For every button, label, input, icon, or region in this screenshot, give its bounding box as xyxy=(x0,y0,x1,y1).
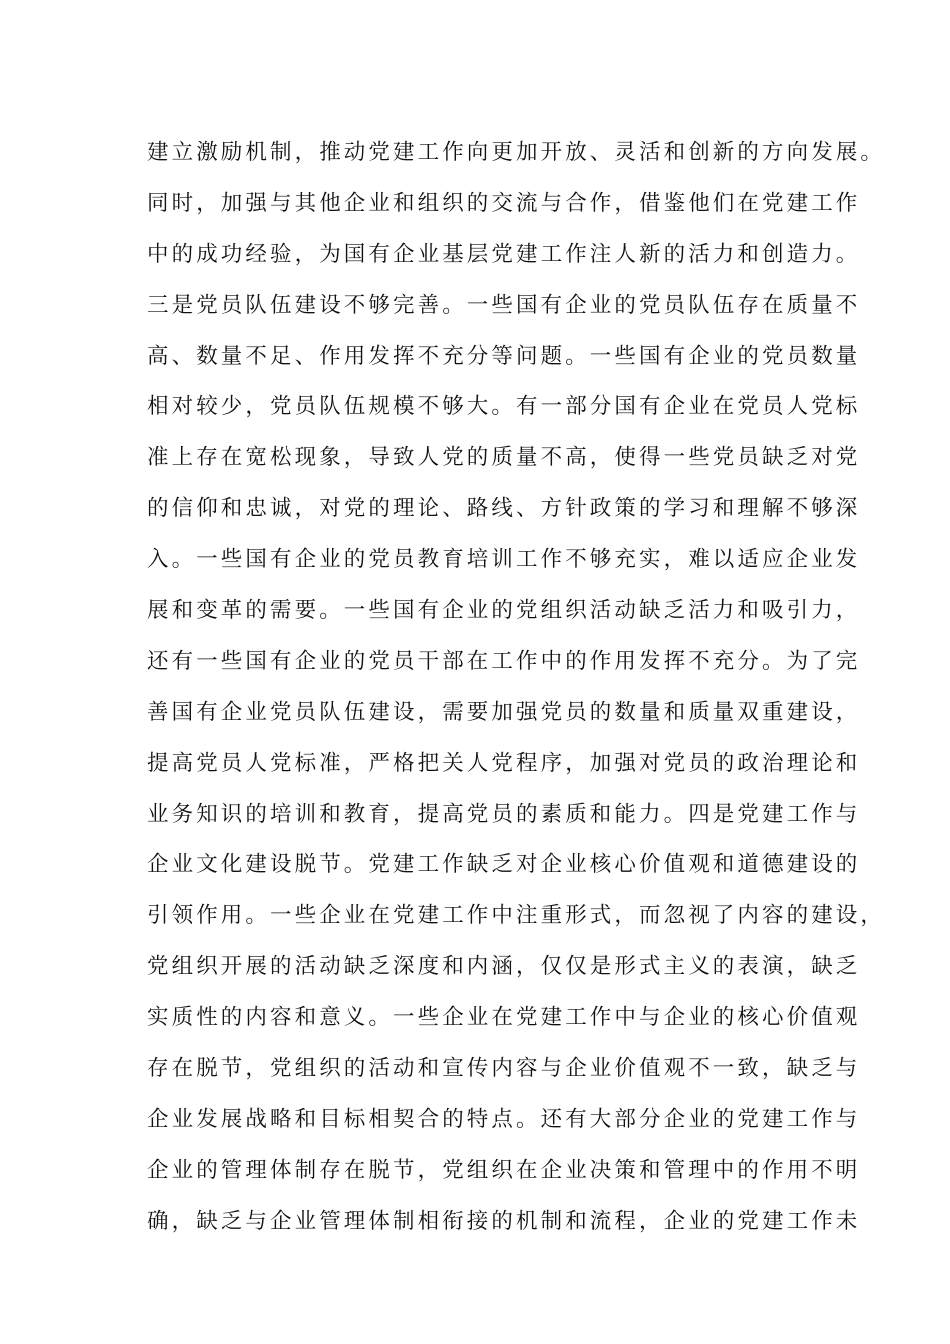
text-line: 提高党员人党标准，严格把关人党程序，加强对党员的政治理论和 xyxy=(147,750,861,776)
text-line: 存在脱节，党组织的活动和宣传内容与企业价值观不一致，缺乏与 xyxy=(147,1056,861,1082)
text-line: 中的成功经验，为国有企业基层党建工作注人新的活力和创造力。 xyxy=(147,241,861,267)
body-text xyxy=(147,128,886,1248)
text-line: 企业发展战略和目标相契合的特点。还有大部分企业的党建工作与 xyxy=(147,1106,861,1132)
text-line: 高、数量不足、作用发挥不充分等问题。一些国有企业的党员数量 xyxy=(147,343,861,369)
text-line: 建立激励机制，推动党建工作向更加开放、灵活和创新的方向发展。 xyxy=(147,140,886,165)
text-line: 善国有企业党员队伍建设，需要加强党员的数量和质量双重建设， xyxy=(147,699,861,725)
text-line: 三是党员队伍建设不够完善。一些国有企业的党员队伍存在质量不 xyxy=(147,292,861,318)
text-line: 党组织开展的活动缺乏深度和内涵，仅仅是形式主义的表演，缺乏 xyxy=(147,954,861,980)
text-line: 确，缺乏与企业管理体制相衔接的机制和流程，企业的党建工作未 xyxy=(147,1208,861,1234)
text-line: 实质性的内容和意义。一些企业在党建工作中与企业的核心价值观 xyxy=(147,1005,861,1031)
text-line: 企业的管理体制存在脱节，党组织在企业决策和管理中的作用不明 xyxy=(147,1157,861,1183)
text-line: 引领作用。一些企业在党建工作中注重形式，而忽视了内容的建设， xyxy=(147,903,886,929)
text-line: 展和变革的需要。一些国有企业的党组织活动缺乏活力和吸引力， xyxy=(147,598,861,624)
text-line: 准上存在宽松现象，导致人党的质量不高，使得一些党员缺乏对党 xyxy=(147,445,861,471)
text-line: 相对较少，党员队伍规模不够大。有一部分国有企业在党员人党标 xyxy=(147,394,861,420)
text-line: 的信仰和忠诚，对党的理论、路线、方针政策的学习和理解不够深 xyxy=(147,496,861,522)
text-line: 业务知识的培训和教育，提高党员的素质和能力。四是党建工作与 xyxy=(147,801,861,827)
text-line: 企业文化建设脱节。党建工作缺乏对企业核心价值观和道德建设的 xyxy=(147,852,861,878)
text-line: 还有一些国有企业的党员干部在工作中的作用发挥不充分。为了完 xyxy=(147,648,861,674)
text-line: 同时，加强与其他企业和组织的交流与合作，借鉴他们在党建工作 xyxy=(147,190,861,216)
text-line: 入。一些国有企业的党员教育培训工作不够充实，难以适应企业发 xyxy=(147,547,861,573)
